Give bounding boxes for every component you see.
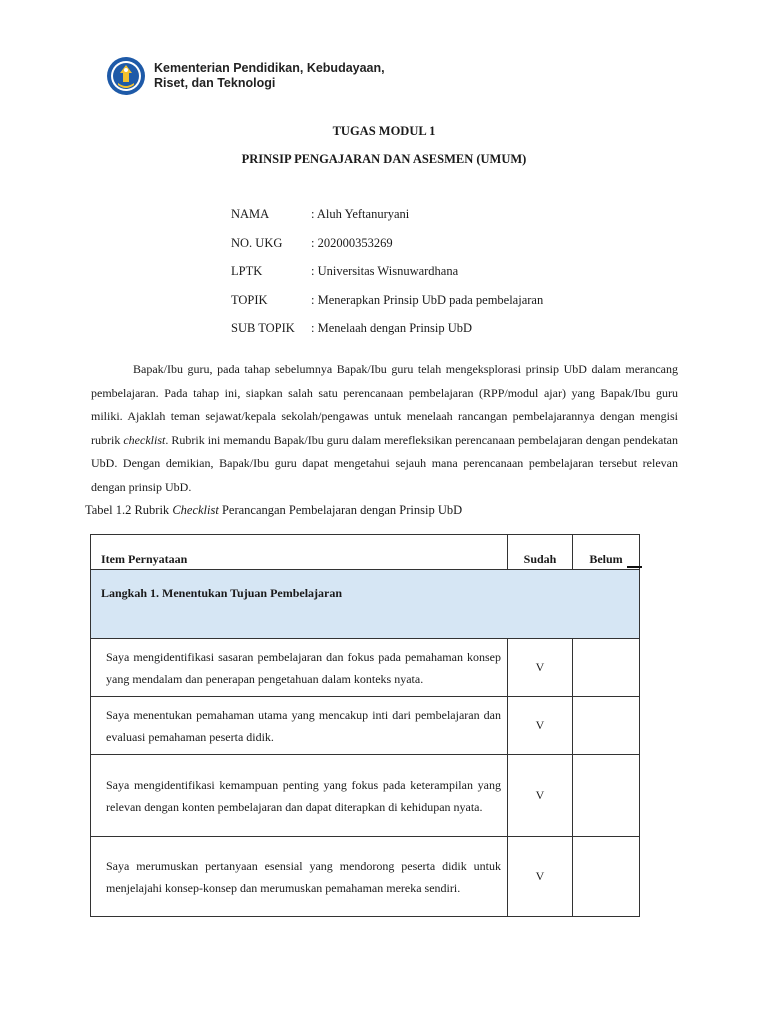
info-value: : Universitas Wisnuwardhana [311,264,459,278]
sudah-cell: V [508,697,573,755]
info-key: NAMA [231,207,270,221]
info-row-topik [231,293,543,322]
info-value: : 202000353269 [311,235,393,250]
identity-block [231,207,543,350]
step-row [91,570,640,639]
ministry-logo-icon [106,56,146,96]
belum-cell [573,639,640,697]
info-key: SUB TOPIK [231,321,295,335]
info-key: LPTK [231,264,263,278]
ministry-name-line1: Kementerian Pendidikan, Kebudayaan, [154,61,385,75]
belum-cell [573,755,640,837]
table-header-row [91,535,640,570]
document-subtitle: PRINSIP PENGAJARAN DAN ASESMEN (UMUM) [241,152,527,166]
statement-cell: Saya menentukan pemahaman utama yang mencakup inti dari pembelajaran dan evaluasi pemahaman peserta didik. [91,697,508,755]
step-label: Langkah 1. Menentukan Tujuan Pembelajaran [91,570,640,639]
table-row [91,697,640,755]
caption-suffix: Perancangan Pembelajaran dengan Prinsip UbD [218,503,463,517]
statement-cell: Saya merumuskan pertanyaan esensial yang mendorong peserta didik untuk menjelajahi konsep-konsep dan merumuskan pemahaman mereka sendiri. [91,837,508,917]
caption-italic: Checklist [172,503,219,517]
belum-cell [573,837,640,917]
letterhead [106,56,385,96]
paragraph-text-part2: . Rubrik ini memandu Bapak/Ibu guru dalam merefleksikan perencanaan pembelajaran dengan pendekatan UbD. Dengan demikian, Bapak/Ibu guru dapat mengetahui sejauh mana perencanaan pembelajaran tersebut relevan dengan prinsip UbD. [91,432,679,494]
ministry-name [154,61,385,91]
info-row-nama [231,207,543,236]
sudah-cell: V [508,639,573,697]
header-rule-extension [627,566,642,568]
table-row [91,639,640,697]
table-row [91,755,640,837]
belum-cell [573,697,640,755]
instruction-paragraph [91,358,678,499]
info-key: NO. UKG [231,235,283,250]
header-item-pernyataan: Item Pernyataan [91,535,508,570]
info-row-sub-topik [231,321,543,350]
info-key: TOPIK [231,292,268,307]
caption-prefix: Tabel 1.2 Rubrik [85,503,173,517]
table-row [91,837,640,917]
info-row-lptk [231,264,543,293]
info-value: : Menerapkan Prinsip UbD pada pembelajaran [311,292,544,307]
sudah-cell: V [508,837,573,917]
rubric-table [90,534,640,917]
document-title: TUGAS MODUL 1 [332,124,436,138]
statement-cell: Saya mengidentifikasi kemampuan penting yang fokus pada keterampilan yang relevan dengan konten pembelajaran dan dapat diterapkan di kehidupan nyata. [91,755,508,837]
info-value: : Aluh Yeftanuryani [311,207,410,221]
ministry-name-line2: Riset, dan Teknologi [154,76,276,90]
header-sudah: Sudah [508,535,573,570]
table-caption [85,503,462,518]
header-belum: Belum [573,535,640,570]
statement-cell: Saya mengidentifikasi sasaran pembelajaran dan fokus pada pemahaman konsep yang mendalam dan penerapan pengetahuan dalam konteks nyata. [91,639,508,697]
info-value: : Menelaah dengan Prinsip UbD [311,321,473,335]
paragraph-italic: checklist [123,432,166,447]
sudah-cell: V [508,755,573,837]
paragraph-text-part1: Bapak/Ibu guru, pada tahap sebelumnya Bapak/Ibu guru telah mengeksplorasi prinsip UbD dalam merancang pembelajaran. Pada tahap ini, siapkan salah satu perencanaan pembelajaran (RPP/modul ajar) yang Bapak/Ibu guru miliki. Ajaklah teman sejawat/kepala sekolah/pengawas untuk menelaah rancangan pembelajarannya dengan mengisi rubrik [91,362,678,447]
info-row-no-ukg [231,236,543,265]
